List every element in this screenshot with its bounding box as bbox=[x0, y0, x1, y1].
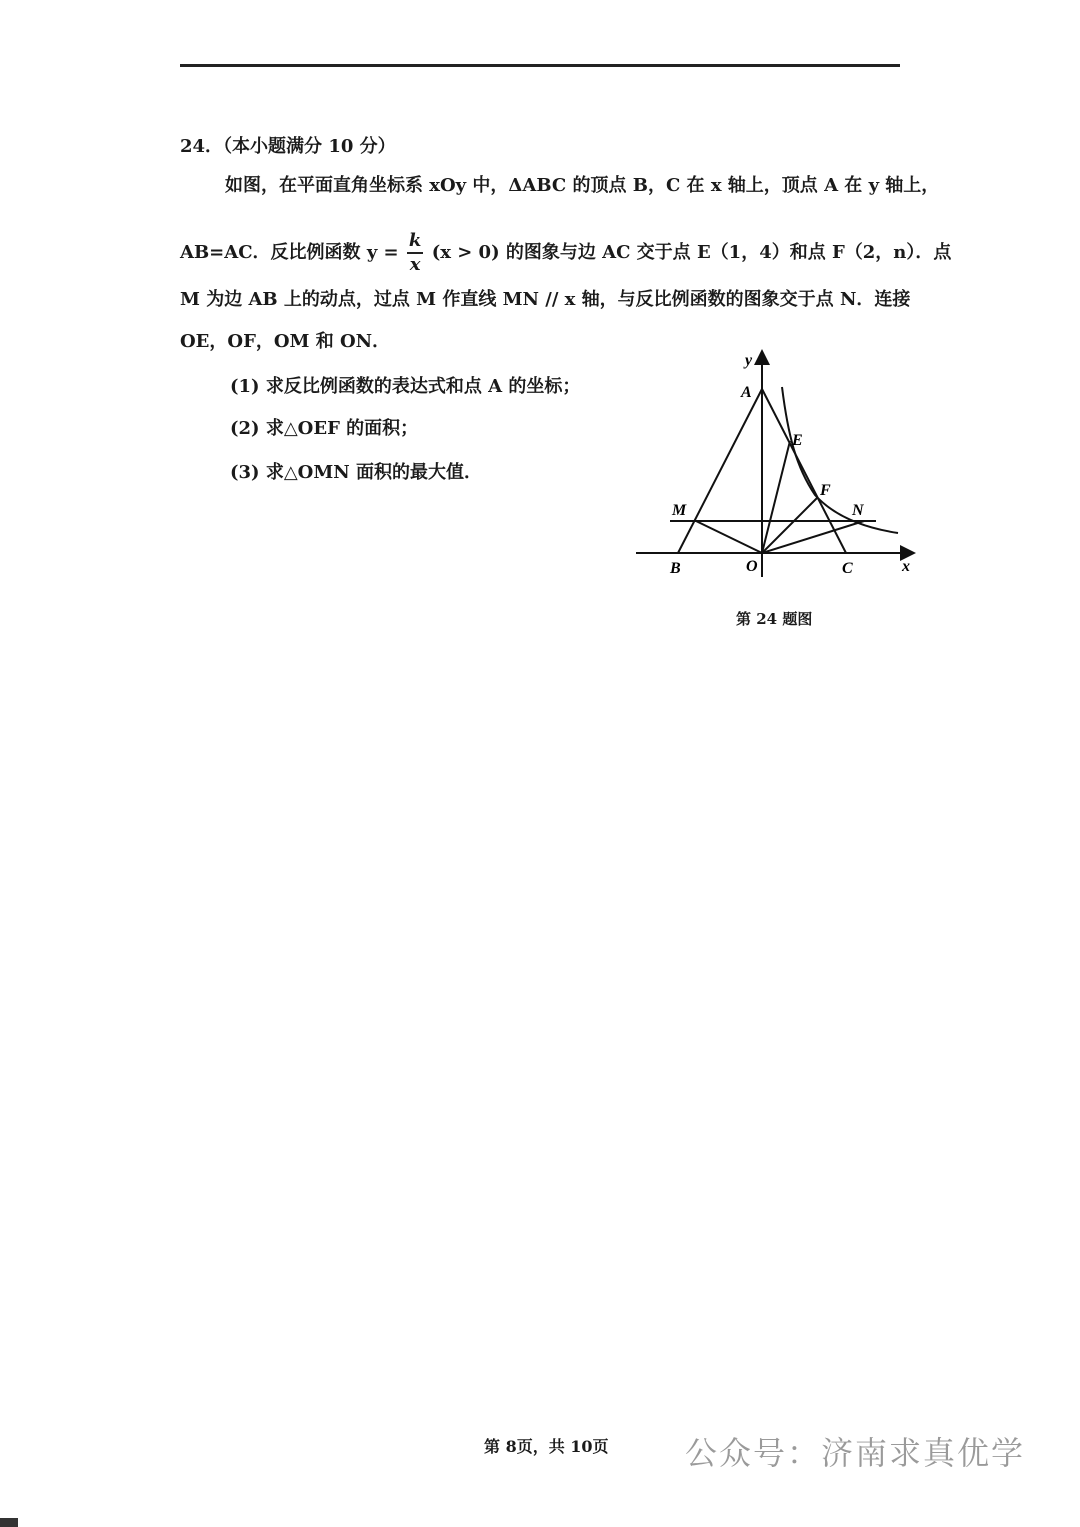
figure-caption: 第 24 题图 bbox=[736, 610, 813, 628]
fraction-k-over-x bbox=[407, 230, 423, 276]
label-a: A bbox=[741, 384, 752, 401]
line-2-before: AB=AC．反比例函数 y = bbox=[180, 242, 399, 263]
question-header: 24．（本小题满分 10 分） bbox=[180, 136, 396, 157]
segment-om bbox=[696, 521, 762, 553]
question-line-4: OE，OF，OM 和 ON． bbox=[180, 331, 391, 352]
sub-question-3: (3) 求△OMN 面积的最大值． bbox=[230, 462, 482, 483]
geometry-figure bbox=[630, 345, 920, 585]
label-c: C bbox=[842, 560, 853, 577]
corner-mark bbox=[0, 1518, 18, 1527]
question-line-2 bbox=[180, 230, 952, 276]
watermark: 公众号：济南求真优学 bbox=[685, 1434, 1026, 1472]
label-y: y bbox=[745, 352, 753, 369]
fraction-numerator: k bbox=[407, 230, 423, 254]
top-rule bbox=[180, 64, 900, 67]
page-number: 第 8页，共 10页 bbox=[484, 1437, 609, 1456]
side-ac bbox=[762, 389, 846, 553]
label-e: E bbox=[792, 432, 803, 449]
line-2-after: (x > 0) 的图象与边 AC 交于点 E（1，4）和点 F（2，n）．点 bbox=[431, 242, 952, 263]
label-m: M bbox=[672, 502, 687, 519]
side-ab bbox=[678, 389, 762, 553]
label-n: N bbox=[852, 502, 864, 519]
question-line-3: M 为边 AB 上的动点，过点 M 作直线 MN // x 轴，与反比例函数的图象交于点 N．连接 bbox=[180, 289, 911, 310]
question-line-1: 如图，在平面直角坐标系 xOy 中，ΔABC 的顶点 B，C 在 x 轴上，顶点 A 在 y 轴上， bbox=[225, 175, 940, 196]
label-x: x bbox=[902, 558, 910, 575]
sub-question-1: (1) 求反比例函数的表达式和点 A 的坐标； bbox=[230, 376, 581, 397]
label-f: F bbox=[820, 482, 831, 499]
fraction-denominator: x bbox=[409, 254, 421, 275]
label-o: O bbox=[746, 558, 758, 575]
segment-oe bbox=[762, 441, 790, 553]
sub-question-2: (2) 求△OEF 的面积； bbox=[230, 418, 419, 439]
label-b: B bbox=[670, 560, 681, 577]
